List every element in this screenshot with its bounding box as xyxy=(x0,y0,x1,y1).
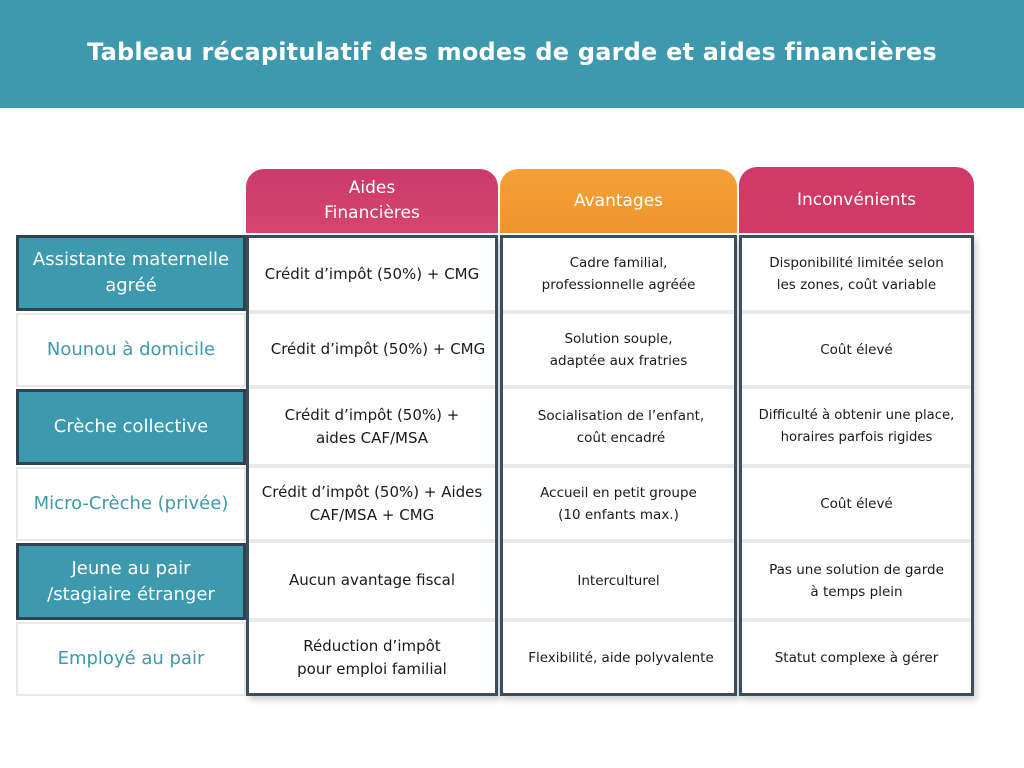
header-inconvenients: Inconvénients xyxy=(739,167,974,233)
row-label-creche-collective: Crèche collective xyxy=(16,389,246,465)
cell-avantages-micro-creche: Accueil en petit groupe (10 enfants max.) xyxy=(540,484,697,523)
row-label-nounou-domicile: Nounou à domicile xyxy=(16,313,246,387)
cell-inconvenients-micro-creche: Coût élevé xyxy=(820,495,893,512)
cell-inconvenients-assistante: Disponibilité limitée selon les zones, coût variable xyxy=(769,255,944,293)
header-avantages: Avantages xyxy=(500,169,737,233)
row-label-jeune-au-pair: Jeune au pair /stagiaire étranger xyxy=(16,543,246,620)
cell-inconvenients-creche: Difficulté à obtenir une place, horaires parfois rigides xyxy=(758,407,955,445)
cell-avantages-employe-au-pair: Flexibilité, aide polyvalente xyxy=(528,649,714,666)
cell-aides-micro-creche: Crédit d’impôt (50%) + Aides CAF/MSA + CMG xyxy=(261,482,483,524)
page-title: Tableau récapitulatif des modes de garde et aides financières xyxy=(87,38,937,66)
cell-avantages-jeune-au-pair: Interculturel xyxy=(577,572,660,589)
cell-aides-creche: Crédit d’impôt (50%) + aides CAF/MSA xyxy=(284,405,460,447)
cell-inconvenients-employe-au-pair: Statut complexe à gérer xyxy=(774,649,939,666)
cell-aides-assistante: Crédit d’impôt (50%) + CMG xyxy=(264,264,480,283)
cell-aides-employe-au-pair: Réduction d’impôt pour emploi familial xyxy=(297,636,447,678)
title-banner xyxy=(0,0,1024,108)
row-label-micro-creche: Micro-Crèche (privée) xyxy=(16,467,246,541)
cell-avantages-creche: Socialisation de l’enfant, coût encadré xyxy=(537,407,705,446)
cell-aides-nounou: Crédit d’impôt (50%) + CMG xyxy=(270,340,486,358)
header-aides-financieres: Aides Financières xyxy=(246,169,498,233)
row-label-employe-au-pair: Employé au pair xyxy=(16,622,246,696)
cell-inconvenients-jeune-au-pair: Pas une solution de garde à temps plein xyxy=(769,561,944,600)
row-label-assistante-maternelle: Assistante maternelle agréé xyxy=(16,235,246,311)
cell-avantages-assistante: Cadre familial, professionnelle agréée xyxy=(541,255,696,293)
cell-inconvenients-nounou: Coût élevé xyxy=(820,341,893,358)
cell-avantages-nounou: Solution souple, adaptée aux fratries xyxy=(549,330,688,369)
cell-aides-jeune-au-pair: Aucun avantage fiscal xyxy=(288,571,456,589)
